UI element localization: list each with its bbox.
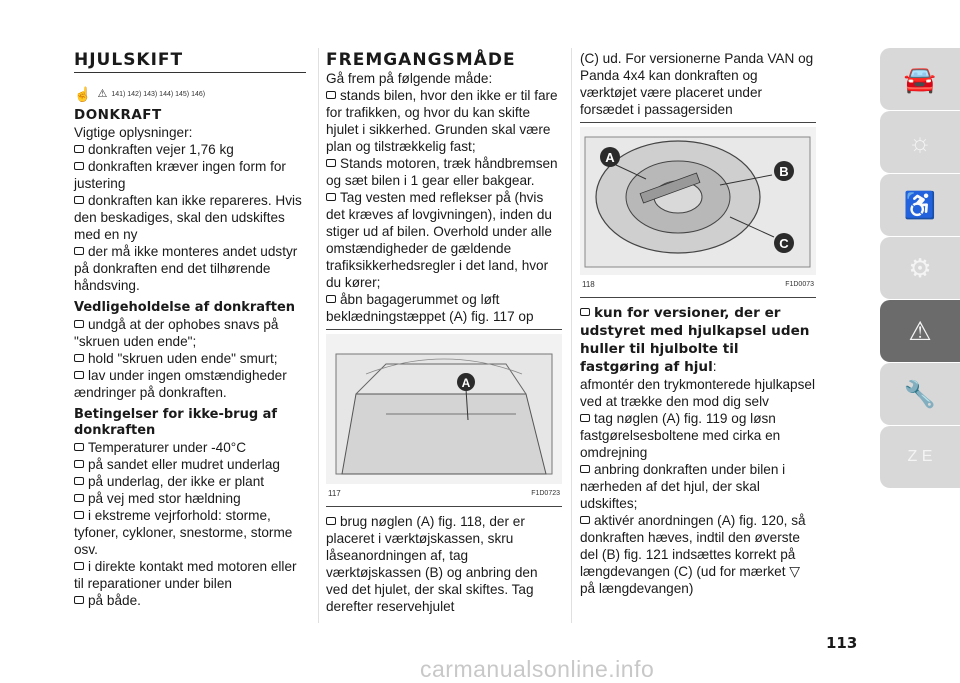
bullet-icon: [74, 443, 84, 451]
dashboard-light-icon: ☼: [908, 126, 932, 157]
list-item: på sandet eller mudret underlag: [74, 456, 306, 473]
tab-driving[interactable]: [880, 237, 960, 299]
subheading-maintenance: Vedligeholdelse af donkraften: [74, 300, 296, 315]
page-title: HJULSKIFT: [74, 50, 184, 70]
column-2: [326, 50, 562, 615]
warning-triangle-car-icon: ⚠: [908, 315, 932, 346]
figure-code: F1D0723: [531, 490, 560, 497]
bullet-icon: [74, 460, 84, 468]
figure-117: [326, 329, 562, 507]
list-item: brug nøglen (A) fig. 118, der er placeret i værktøjskassen, skru låseanordningen af, tag værktøjskassen (B) og anbring den ved det hjulet, der skal skiftes. Tag derefter reservehjulet: [326, 514, 538, 614]
figure-118: [580, 122, 816, 298]
bullet-icon: [580, 516, 590, 524]
list-item: aktivér anordningen (A) fig. 120, så donkraften hæves, indtil den øverste del (B) fig. 121 indsættes korrekt på længdevangen (C) (ud for mærket ▽: [580, 513, 806, 579]
column-divider: [571, 48, 572, 623]
bold-list-item: kun for versioner, der er udstyret med hjulkapsel uden huller til hjulbolte til fastgøring af hjul:: [580, 305, 810, 375]
list-item: i ekstreme vejrforhold: storme, tyfoner, cykloner, snestorme, storme osv.: [74, 508, 293, 557]
list-item: tag nøglen (A) fig. 119 og løsn fastgørelsesboltene med cirka en omdrejning: [580, 411, 781, 460]
bullet-icon: [74, 477, 84, 485]
tab-maintenance[interactable]: [880, 363, 960, 425]
intro-text: Gå frem på følgende måde:: [326, 71, 493, 86]
list-item: stands bilen, hvor den ikke er til fare for trafikken, og hvor du kan skifte hjulet i sikkerhed. Grunden skal være plan og tilstrækkelig fast;: [326, 88, 558, 154]
wrench-service-icon: 🔧: [903, 378, 937, 409]
hubcap-text: afmontér den trykmonterede hjulkapsel ved at trække den mod dig selv: [580, 377, 815, 409]
spare-wheel-illustration: [580, 127, 816, 275]
list-item: undgå at der ophobes snavs på "skruen uden ende";: [74, 317, 279, 349]
list-item: donkraften vejer 1,76 kg: [74, 141, 306, 158]
tab-index[interactable]: [880, 426, 960, 488]
bullet-icon: [74, 562, 84, 570]
list-item: Tag vesten med reflekser på (hvis det kræves af lovgivningen), inden du stiger ud af bilen. Overhold under alle omstændigheder de gældende trafiksikkerhedsregler i det land, hvor du kører;: [326, 190, 552, 290]
warning-refs: [74, 79, 306, 103]
list-item: hold "skruen uden ende" smurt;: [74, 350, 306, 367]
index-letters-icon: Z E: [907, 448, 933, 465]
list-item: på underlag, der ikke er plant: [74, 473, 306, 490]
list-item: Temperaturer under -40°C: [74, 439, 306, 456]
bullet-icon: [74, 145, 84, 153]
list-item: donkraften kan ikke repareres. Hvis den beskadiges, skal den udskiftes med en ny: [74, 193, 302, 242]
continued-text: (C) ud. For versionerne Panda VAN og Panda 4x4 kan donkraften og værktøjet være placeret under forsædet i passagersiden: [580, 51, 814, 117]
list-item: på vej med stor hældning: [74, 490, 306, 507]
list-item: på længdevangen): [580, 581, 694, 596]
bullet-icon: [74, 247, 84, 255]
list-item: anbring donkraften under bilen i nærheden af det hjul, der skal udskiftes;: [580, 462, 786, 511]
bullet-icon: [580, 308, 590, 316]
steering-wheel-key-icon: ⚙: [908, 252, 932, 283]
steps-list: [580, 410, 816, 597]
hand-book-icon: ☝: [74, 86, 92, 102]
bullet-icon: [580, 465, 590, 473]
chapter-tabs: [880, 48, 960, 489]
list-item: der må ikke monteres andet udstyr på donkraften end det tilhørende håndsving.: [74, 244, 298, 293]
bullet-icon: [74, 162, 84, 170]
bullet-icon: [326, 159, 336, 167]
bullet-icon: [326, 517, 336, 525]
list-3: [74, 439, 306, 609]
figure-code: F1D0073: [785, 281, 814, 288]
bullet-icon: [74, 494, 84, 502]
list-item: åbn bagagerummet og løft beklædningstæppet (A) fig. 117 op: [326, 292, 534, 324]
svg-text:C: C: [779, 236, 789, 251]
bullet-icon: [74, 596, 84, 604]
section-title: DONKRAFT: [74, 107, 162, 123]
column-1: [74, 50, 306, 609]
list-item: på både.: [74, 592, 306, 609]
bullet-icon: [580, 414, 590, 422]
bullet-icon: [326, 295, 336, 303]
list-1: [74, 141, 306, 294]
svg-text:A: A: [461, 376, 471, 390]
tab-emergency[interactable]: [880, 300, 960, 362]
list-item: i direkte kontakt med motoren eller til reparationer under bilen: [74, 559, 297, 591]
list-item: donkraften kræver ingen form for justering: [74, 159, 286, 191]
bullet-icon: [74, 354, 84, 362]
bullet-icon: [74, 371, 84, 379]
column-3: [580, 50, 816, 597]
trunk-carpet-illustration: [326, 334, 562, 484]
figure-number: 118: [582, 280, 595, 289]
procedure-title: FREMGANGSMÅDE: [326, 50, 516, 70]
title-rule: [74, 72, 306, 73]
bullet-icon: [74, 320, 84, 328]
svg-text:B: B: [779, 164, 789, 179]
warning-icon: ⚠: [97, 88, 108, 100]
figure-number: 117: [328, 489, 341, 498]
car-info-icon: 🚘: [903, 63, 937, 94]
marker-triangle-icon: ▽: [789, 563, 801, 579]
list-item: Stands motoren, træk håndbremsen og sæt bilen i 1 gear eller bakgear.: [326, 156, 558, 188]
bullet-icon: [326, 193, 336, 201]
list-2: [74, 316, 306, 401]
airbag-seat-icon: ♿: [903, 189, 937, 220]
tab-safety[interactable]: [880, 174, 960, 236]
column-divider: [318, 48, 319, 623]
subheading-conditions: Betingelser for ikke-brug af donkraften: [74, 407, 278, 438]
tab-dashboard[interactable]: [880, 111, 960, 173]
intro-text: Vigtige oplysninger:: [74, 125, 193, 140]
bullet-icon: [74, 196, 84, 204]
list-item: lav under ingen omstændigheder ændringer på donkraften.: [74, 368, 287, 400]
procedure-list: [326, 87, 562, 325]
watermark-text: carmanualsonline.info: [420, 656, 655, 682]
tab-car-info[interactable]: [880, 48, 960, 110]
refs-text: 141) 142) 143) 144) 145) 146): [111, 91, 206, 98]
hubcap-heading: kun for versioner, der er udstyret med hjulkapsel uden huller til hjulbolte til fastgøring af hjul: [580, 305, 810, 375]
svg-text:A: A: [605, 150, 615, 165]
bullet-icon: [326, 91, 336, 99]
bullet-icon: [74, 511, 84, 519]
page-number: 113: [826, 634, 858, 652]
